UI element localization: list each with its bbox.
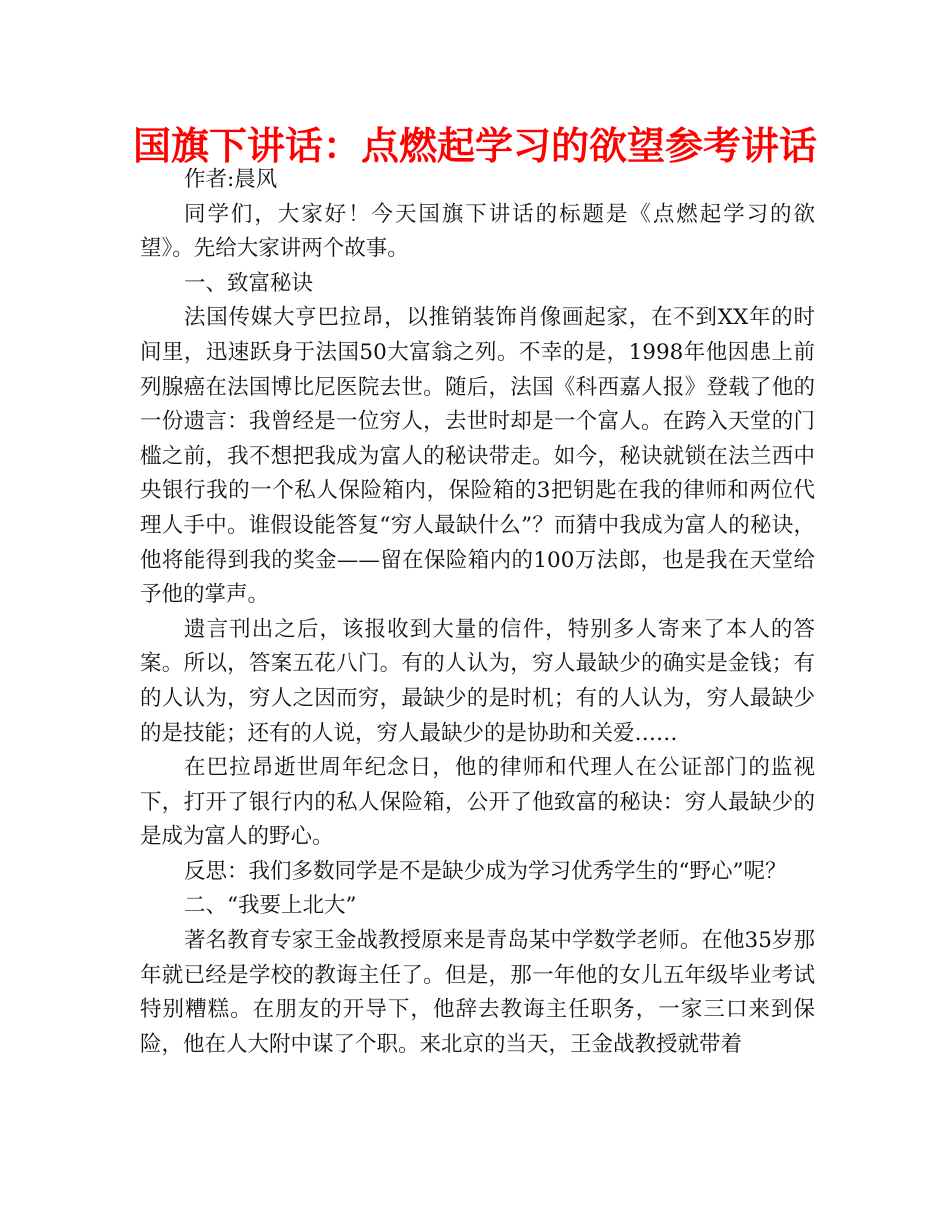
paragraph-story-2: 著名教育专家王金战教授原来是青岛某中学数学老师。在他35岁那年就已经是学校的教诲主任了。但是，那一年他的女儿五年级毕业考试特别糟糕。在朋友的开导下，他辞去教诲主任职务，一家三口来到保险，他在人大附中谋了个职。来北京的当天，王金战教授就带着 (140, 928, 815, 1057)
paragraph-greeting: 同学们，大家好！今天国旗下讲话的标题是《点燃起学习的欲望》。先给大家讲两个故事。 (140, 201, 815, 262)
paragraph-secret: 在巴拉昂逝世周年纪念日，他的律师和代理人在公证部门的监视下，打开了银行内的私人保险箱，公开了他致富的秘诀：穷人最缺少的是成为富人的野心。 (140, 755, 815, 850)
document-title: 国旗下讲话：点燃起学习的欲望参考讲话 (132, 124, 817, 168)
section-heading-1: 一、致富秘诀 (184, 270, 314, 296)
paragraph-story-1: 法国传媒大亨巴拉昂，以推销装饰肖像画起家，在不到XX年的时间里，迅速跃身于法国50大富翁之列。不幸的是，1998年他因患上前列腺癌在法国博比尼医院去世。随后，法国《科西嘉人报》登载了他的一份遗言：我曾经是一位穷人，去世时却是一个富人。在跨入天堂的门槛之前，我不想把我成为富人的秘诀带走。如今，秘诀就锁在法兰西中央银行我的一个私人保险箱内，保险箱的3把钥匙在我的律师和两位代理人手中。谁假设能答复“穷人最缺什么”？而猜中我成为富人的秘诀，他将能得到我的奖金——留在保险箱内的100万法郎，也是我在天堂给予他的掌声。 (140, 305, 815, 608)
document-body (140, 163, 815, 1062)
section-heading-2: 二、“我要上北大” (184, 893, 357, 919)
paragraph-reflection: 反思：我们多数同学是不是缺少成为学习优秀学生的“野心”呢？ (184, 858, 787, 884)
paragraph-responses: 遗言刊出之后，该报收到大量的信件，特别多人寄来了本人的答案。所以，答案五花八门。有的人认为，穷人最缺少的确实是金钱；有的人认为，穷人之因而穷，最缺少的是时机；有的人认为，穷人最缺少的是技能；还有的人说，穷人最缺少的是协助和关爱…… (140, 616, 815, 746)
author-line: 作者:晨风 (184, 167, 278, 192)
